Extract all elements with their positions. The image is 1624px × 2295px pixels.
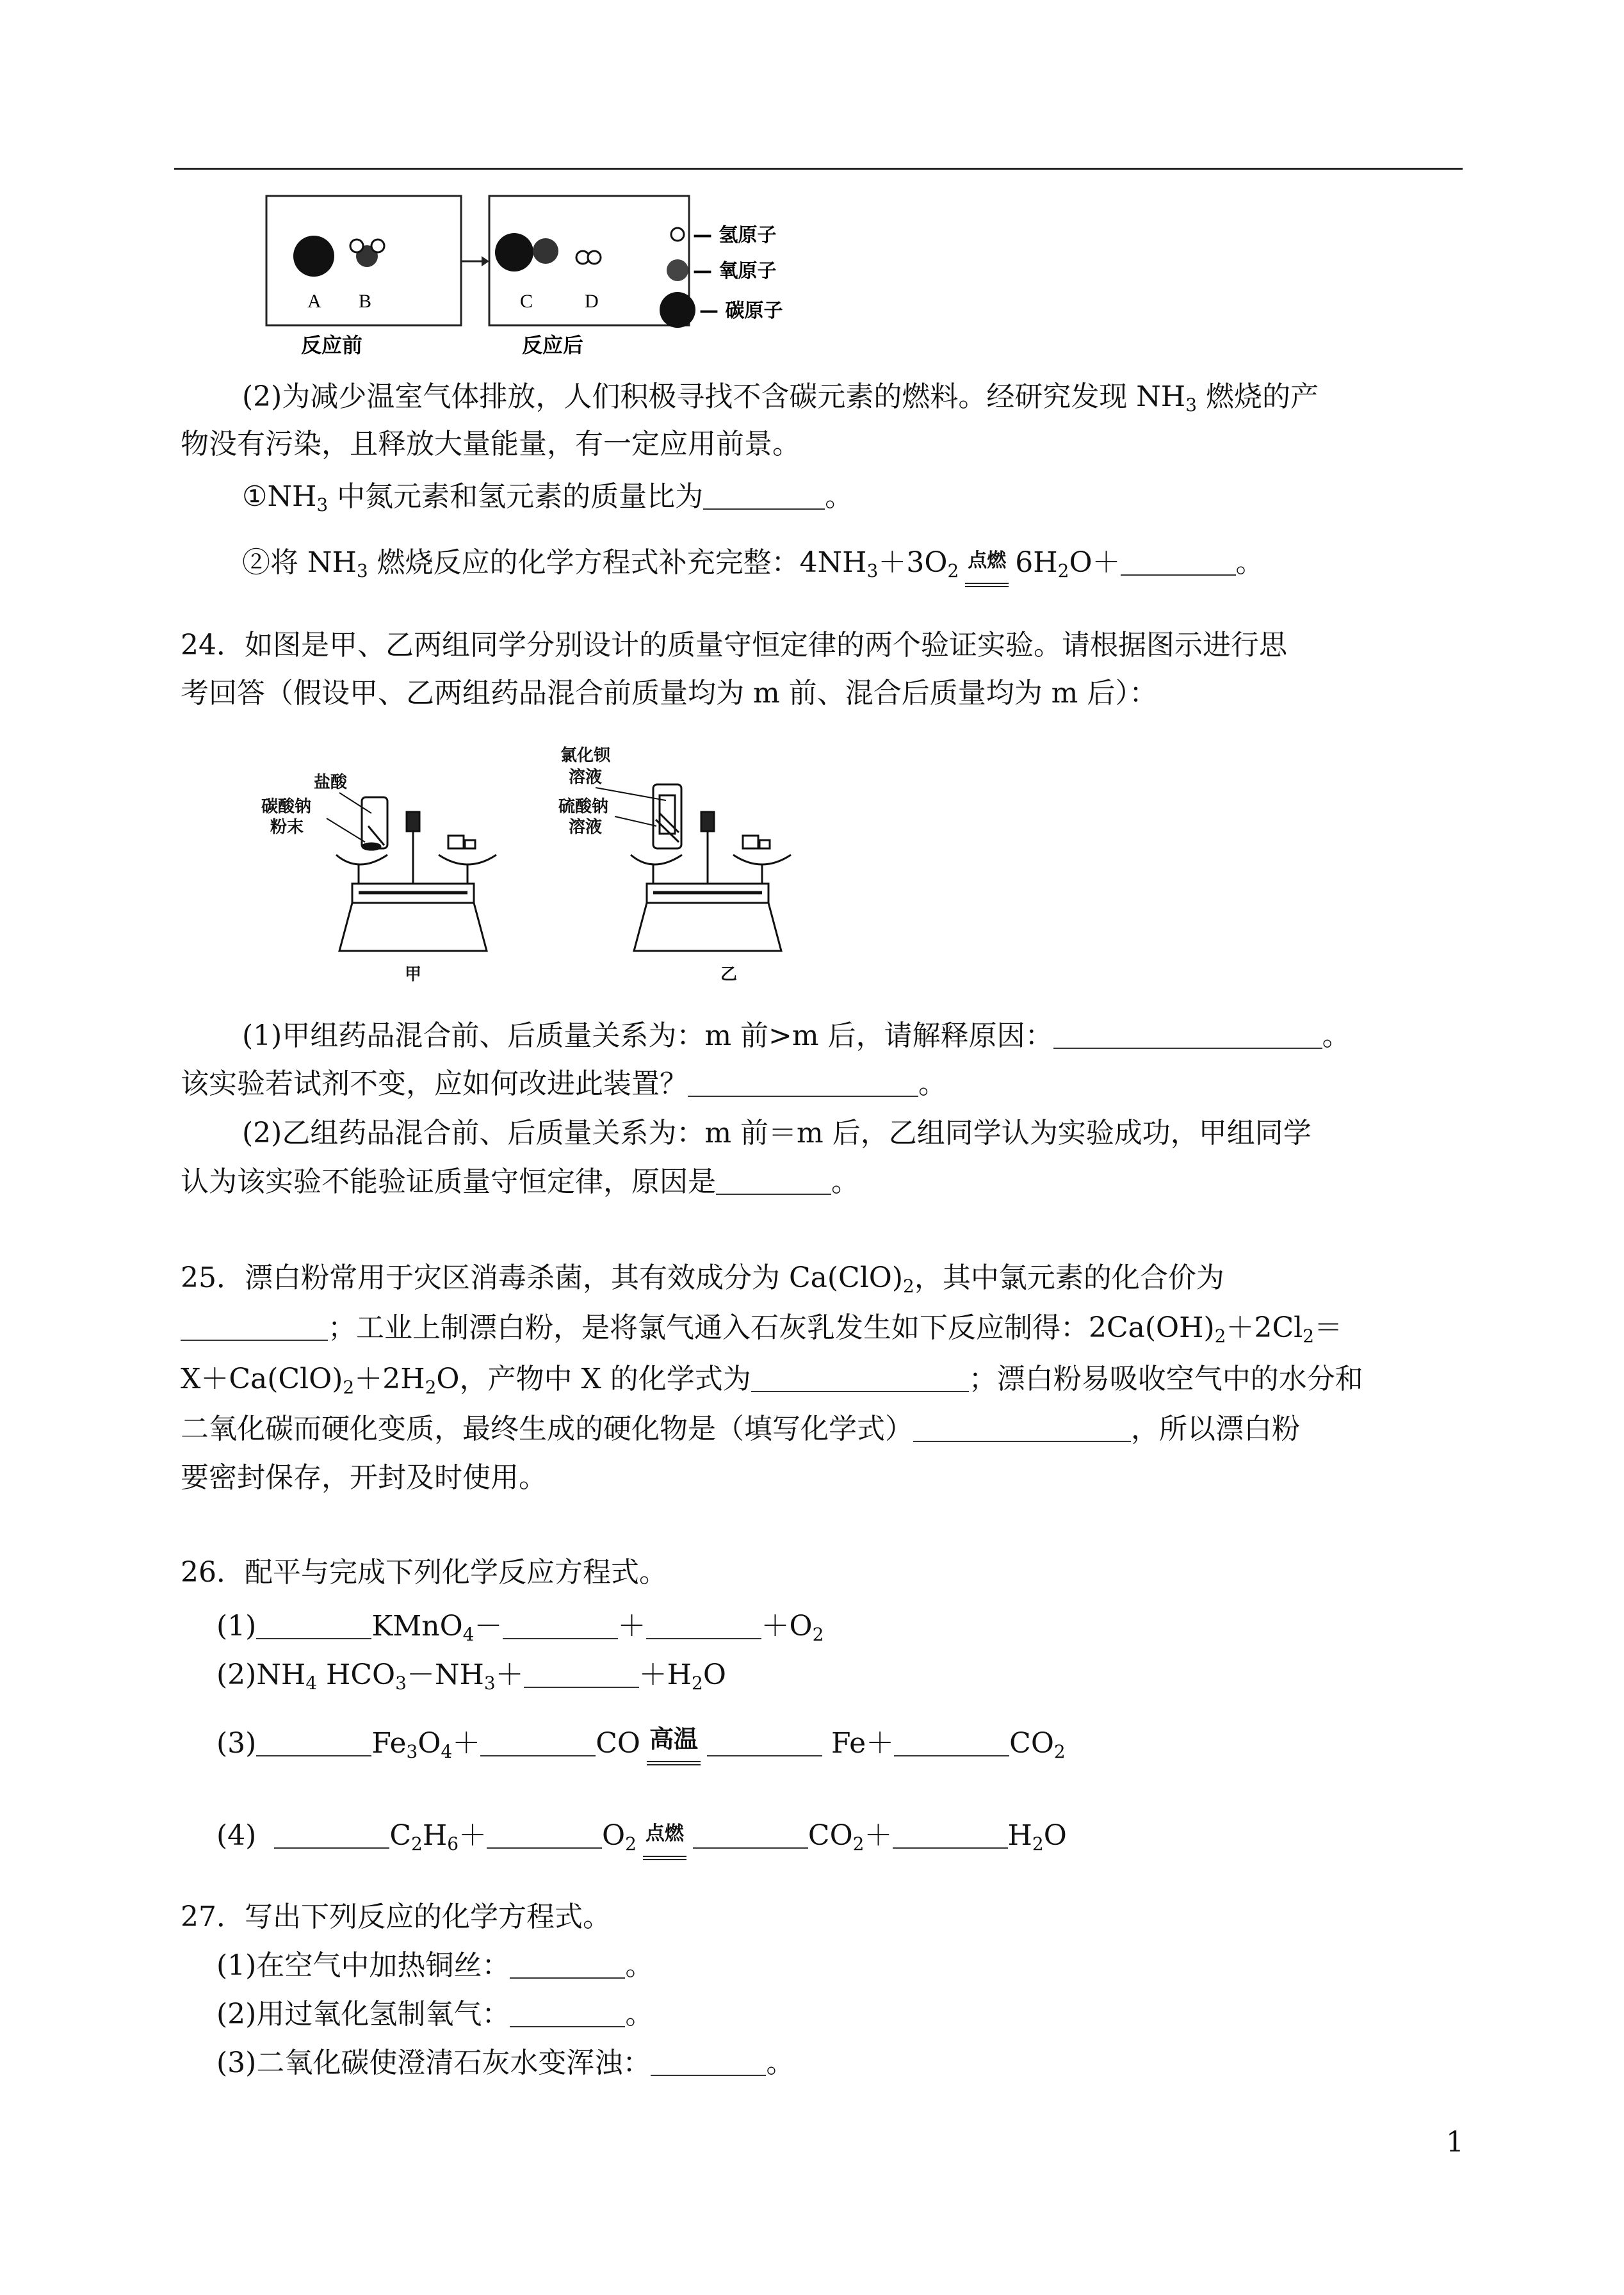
answer-blank[interactable] xyxy=(510,1952,625,1979)
q26-title: 26．配平与完成下列化学反应方程式。 xyxy=(181,1556,667,1589)
q23-2-part1: $①NH_3$ 中氮元素和氢元素的质量比为 。 xyxy=(242,480,854,515)
answer-blank[interactable] xyxy=(893,1822,1008,1849)
label-jia: 甲 xyxy=(405,965,422,984)
condition-ignite: 点燃 xyxy=(968,543,1006,579)
condition-ignite: 点燃 xyxy=(646,1816,684,1852)
legend-carbon: — 碳原子 xyxy=(699,300,783,322)
q25-line2: ；工业上制漂白粉，是将氯气通入石灰乳发生如下反应制得：$2Ca(OH)_2+2Cl_2=$ xyxy=(181,1310,1342,1354)
answer-blank[interactable] xyxy=(256,1612,371,1639)
balance-experiment-figure xyxy=(256,736,832,986)
label-hcl: 盐酸 xyxy=(314,773,348,792)
answer-blank[interactable] xyxy=(1053,1022,1322,1049)
label-na2so4-solution: 溶液 xyxy=(569,818,603,837)
q23-2-intro-line1: (2)为减少温室气体排放，人们积极寻找不含碳元素的燃料。经研究发现 $NH_3$ 燃烧的产 xyxy=(242,380,1319,416)
q27-part3: (3)二氧化碳使澄清石灰水变浑浊： 。 xyxy=(216,2047,795,2079)
label-d: D xyxy=(585,291,599,312)
condition-high-temp: 高温 xyxy=(649,1721,698,1757)
answer-blank[interactable] xyxy=(751,1365,969,1392)
answer-blank[interactable] xyxy=(693,1822,808,1849)
answer-blank[interactable] xyxy=(503,1612,618,1639)
legend-oxygen-icon xyxy=(667,259,688,281)
answer-blank[interactable] xyxy=(510,2000,625,2027)
label-a: A xyxy=(307,291,321,312)
header-rule xyxy=(174,168,1463,170)
caption-after: 反应后 xyxy=(522,333,584,357)
answer-blank[interactable] xyxy=(651,2049,766,2076)
page-number: 1 xyxy=(1446,2126,1464,2159)
answer-blank[interactable] xyxy=(524,1661,639,1688)
q26-eq4: (4) $C_2H_6+ O_2$ 点燃 $CO_2+ H_2O$ xyxy=(216,1816,1067,1862)
answer-blank[interactable] xyxy=(707,1730,822,1756)
label-c: C xyxy=(520,291,533,312)
caption-before: 反应前 xyxy=(301,333,363,357)
legend-hydrogen-icon xyxy=(671,228,684,241)
q23-2-intro-line2: 物没有污染，且释放大量能量，有一定应用前景。 xyxy=(181,428,800,460)
answer-blank[interactable] xyxy=(894,1730,1009,1756)
q26-eq1: (1) KMnO$_4$－ ＋ $+O_2$ xyxy=(216,1610,824,1645)
q23-2-part2: ②将 $NH_3$ 燃烧反应的化学方程式补充完整：$4NH_3+3O_2$ 点燃 $6H_2O+$ 。 xyxy=(242,543,1264,589)
q26-eq3: (3) $Fe_3O_4+$ CO 高温 $Fe+ CO_2$ xyxy=(216,1721,1066,1770)
answer-blank[interactable] xyxy=(703,483,825,510)
hydrogen-atom xyxy=(588,251,601,264)
balance-yi xyxy=(631,784,791,951)
answer-blank[interactable] xyxy=(487,1822,602,1849)
label-bacl2-solution: 溶液 xyxy=(569,768,603,787)
legend-carbon-icon xyxy=(660,292,695,328)
answer-blank[interactable] xyxy=(716,1168,831,1195)
q25-line3: $X+Ca(ClO)_2+2H_2O$，产物中 X 的化学式为 ；漂白粉易吸收空气中的水分和 xyxy=(181,1363,1363,1398)
hydrogen-atom xyxy=(350,239,363,252)
q27-title: 27．写出下列反应的化学方程式。 xyxy=(181,1901,611,1933)
carbon-atom xyxy=(293,236,334,277)
legend-oxygen: — 氧原子 xyxy=(693,260,777,282)
oxygen-atom xyxy=(533,238,558,264)
balance-jia xyxy=(336,797,496,951)
carbon-atom xyxy=(495,233,533,272)
answer-blank[interactable] xyxy=(688,1070,918,1097)
answer-blank[interactable] xyxy=(181,1314,328,1341)
q24-part2-line2: 认为该实验不能验证质量守恒定律，原因是 。 xyxy=(181,1165,859,1198)
answer-blank[interactable] xyxy=(646,1612,761,1639)
hydrogen-atom xyxy=(371,239,384,252)
q25-line1: 25．漂白粉常用于灾区消毒杀菌，其有效成分为 $Ca(ClO)_2$，其中氯元素的化合价为 xyxy=(181,1261,1224,1297)
answer-blank[interactable] xyxy=(1121,549,1236,576)
answer-blank[interactable] xyxy=(913,1415,1131,1442)
q25-line4: 二氧化碳而硬化变质，最终生成的硬化物是（填写化学式） ，所以漂白粉 xyxy=(181,1413,1300,1445)
label-b: B xyxy=(359,291,372,312)
q27-part1: (1)在空气中加热铜丝： 。 xyxy=(216,1949,654,1982)
label-powder: 粉末 xyxy=(270,818,304,837)
q24-part1-line2: 该实验若试剂不变，应如何改进此装置？ 。 xyxy=(181,1067,946,1100)
label-yi: 乙 xyxy=(720,965,738,984)
answer-blank[interactable] xyxy=(480,1730,596,1756)
q24-part1-line1: (1)甲组药品混合前、后质量关系为：m 前>m 后，请解释原因： 。 xyxy=(242,1019,1351,1052)
q24-line2: 考回答（假设甲、乙两组药品混合前质量均为 m 前、混合后质量均为 m 后）： xyxy=(181,677,1158,710)
q24-part2-line1: (2)乙组药品混合前、后质量关系为：m 前＝m 后，乙组同学认为实验成功，甲组同学 xyxy=(242,1117,1311,1149)
legend-hydrogen: — 氢原子 xyxy=(693,224,777,247)
label-sodium-sulfate: 硫酸钠 xyxy=(558,797,609,816)
q27-part2: (2)用过氧化氢制氧气： 。 xyxy=(216,1998,654,2031)
q24-line1: 24．如图是甲、乙两组同学分别设计的质量守恒定律的两个验证实验。请根据图示进行思 xyxy=(181,629,1287,661)
label-sodium-carbonate: 碳酸钠 xyxy=(261,797,312,816)
answer-blank[interactable] xyxy=(274,1822,389,1849)
q25-line5: 要密封保存，开封及时使用。 xyxy=(181,1461,547,1494)
reaction-diagram xyxy=(263,192,877,365)
answer-blank[interactable] xyxy=(256,1730,371,1756)
label-bacl2: 氯化钡 xyxy=(560,746,611,765)
q26-eq2: $(2)NH_4$ $HCO_3-NH_3+ +H_2O$ xyxy=(216,1658,726,1694)
